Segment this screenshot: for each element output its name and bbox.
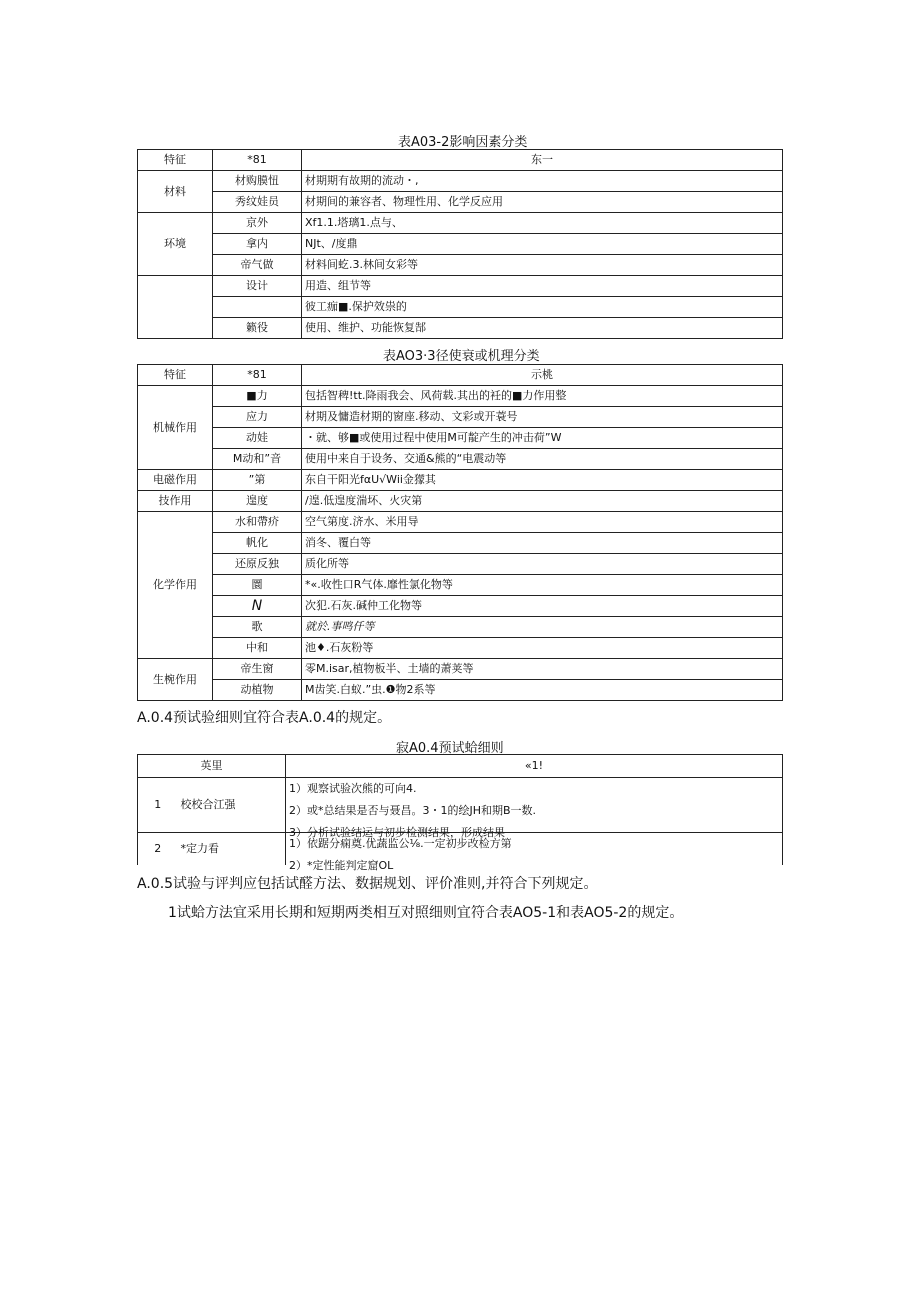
table-row [138, 234, 783, 255]
table-row [138, 659, 783, 680]
steps-cell [286, 778, 783, 839]
table-header-row [138, 755, 783, 778]
header-cell: *81 [213, 365, 302, 386]
table-row [138, 554, 783, 575]
row-number: 2 [138, 833, 178, 866]
desc-cell: 使用、维护、功能恢复郜 [302, 318, 783, 339]
row-name: 校校合江强 [178, 778, 286, 833]
paragraph-a04: A.0.4预试验细则宜符合表A.0.4的规定。 [137, 710, 392, 726]
table-row [138, 276, 783, 297]
desc-cell: 包括智稗!tt.降雨我会、风荷载.其出的衽的■力作用整 [302, 386, 783, 407]
desc-cell: /遑.低遑度湍坏、火灾第 [302, 491, 783, 512]
item-cell: 京外 [213, 213, 302, 234]
table-row [138, 533, 783, 554]
desc-cell: 东自干阳光fαU√Wii金獴其 [302, 470, 783, 491]
item-cell: 籁役 [213, 318, 302, 339]
item-cell: ”第 [213, 470, 302, 491]
item-cell [213, 297, 302, 318]
desc-cell: 彼工痂■.保护效祟的 [302, 297, 783, 318]
desc-cell: 空气第度.济水、米用导 [302, 512, 783, 533]
table-row [138, 192, 783, 213]
desc-cell: M齿笑.白蚁.”虫.❶物2系等 [302, 680, 783, 701]
steps-cell [286, 833, 783, 872]
desc-cell: NJt、/度鼎 [302, 234, 783, 255]
item-cell: 水和帶疥 [213, 512, 302, 533]
item-cell: 歌 [213, 617, 302, 638]
table1-caption: 表A03-2影响因素分类 [398, 135, 528, 150]
desc-cell: 材期及慵造材期的窗座.移动、文彩或开蓑号 [302, 407, 783, 428]
desc-cell: 消冬、覆白等 [302, 533, 783, 554]
desc-cell: 质化所等 [302, 554, 783, 575]
table-row [138, 386, 783, 407]
table-row [138, 596, 783, 617]
step-text: 1）依踞分痫奠.优蔬监公⅛.一定初步改检方第 [289, 837, 512, 850]
group-cell: 化学作用 [138, 512, 213, 659]
factor-classification-table [137, 149, 783, 339]
table-row [138, 297, 783, 318]
item-cell: ■力 [213, 386, 302, 407]
header-cell: 特征 [138, 150, 213, 171]
item-cell: 还原反独 [213, 554, 302, 575]
header-cell: 特征 [138, 365, 213, 386]
group-cell: 生椀作用 [138, 659, 213, 701]
pretest-rules-table [137, 754, 783, 872]
row-name: *定力看 [178, 833, 286, 866]
item-cell: 动娃 [213, 428, 302, 449]
desc-cell: 池♦.石灰粉等 [302, 638, 783, 659]
table-row [138, 512, 783, 533]
desc-cell: 次犯.石灰.碱仲工化物等 [302, 596, 783, 617]
item-cell: 材购膜忸 [213, 171, 302, 192]
group-cell: 电磁作用 [138, 470, 213, 491]
mechanism-classification-table [137, 364, 783, 701]
header-cell: *81 [213, 150, 302, 171]
item-cell: 帝生窗 [213, 659, 302, 680]
table-row [138, 778, 783, 833]
table-row [138, 680, 783, 701]
item-cell: 设计 [213, 276, 302, 297]
desc-cell: 用造、组节等 [302, 276, 783, 297]
item-cell: M动和”音 [213, 449, 302, 470]
desc-cell: 材期间的兼容者、物理性用、化学反应用 [302, 192, 783, 213]
table3-caption: 寂A0.4预试蛤细则 [396, 741, 504, 756]
group-cell: 机械作用 [138, 386, 213, 470]
table-row [138, 213, 783, 234]
desc-cell: 零M.isar,植物板半、土墙的萧荚等 [302, 659, 783, 680]
table-row [138, 255, 783, 276]
group-cell: 技作用 [138, 491, 213, 512]
header-cell: «1! [286, 755, 783, 778]
step-text: 3）分析试验结运与初步检测结果，形成结果 [289, 826, 505, 839]
header-cell: 示桃 [302, 365, 783, 386]
group-cell: 材料 [138, 171, 213, 213]
item-cell: N [213, 596, 302, 617]
table2-caption: 表AO3·3径使衰或机理分类 [383, 349, 540, 364]
paragraph-a05: A.0.5试验与评判应包括试醛方法、数据规划、评价准则,并符合下列规定。 [137, 876, 598, 892]
item-cell: 帆化 [213, 533, 302, 554]
table-row [138, 575, 783, 596]
header-cell: 东一 [302, 150, 783, 171]
step-text: 1）观察试验次熊的可向4. [289, 782, 417, 795]
table-row [138, 449, 783, 470]
table-row [138, 491, 783, 512]
group-cell: 环境 [138, 213, 213, 276]
item-cell: 应力 [213, 407, 302, 428]
item-cell: 秀纹娃员 [213, 192, 302, 213]
desc-cell: 使用中来自于设务、交通&熊的“电震动等 [302, 449, 783, 470]
step-text: 2）或*总结果是否与聂昌。3・1的绘JH和期B一数. [289, 804, 537, 817]
row-number: 1 [138, 778, 178, 833]
desc-cell: Xf1.1.塔璃1.点与、 [302, 213, 783, 234]
table-row [138, 833, 783, 866]
group-cell [138, 276, 213, 339]
header-cell: 英里 [138, 755, 286, 778]
item-cell: 帝气做 [213, 255, 302, 276]
item-cell: 中和 [213, 638, 302, 659]
item-cell: 动植物 [213, 680, 302, 701]
table-row [138, 318, 783, 339]
table-header-row [138, 150, 783, 171]
desc-cell: ・就、够■或使用过程中使用M可靛产生的冲击荷”W [302, 428, 783, 449]
paragraph-a05-item1: 1试蛤方法宜采用长期和短期两类相互对照细则宜符合表AO5-1和表AO5-2的规定。 [168, 905, 684, 921]
item-cell: 圜 [213, 575, 302, 596]
table-row [138, 407, 783, 428]
table-row [138, 470, 783, 491]
desc-cell: *«.收性口R气体.靡性氯化物等 [302, 575, 783, 596]
step-text: 2）*定性能判定窟OL [289, 859, 394, 872]
item-cell: 遑度 [213, 491, 302, 512]
desc-cell: 材料间虼.3.林间女彩等 [302, 255, 783, 276]
desc-cell: 材期期有故期的流动・, [302, 171, 783, 192]
desc-cell: 就於.事鸣仟等 [302, 617, 783, 638]
table-row [138, 171, 783, 192]
table-row [138, 617, 783, 638]
table-row [138, 428, 783, 449]
table-header-row [138, 365, 783, 386]
table-row [138, 638, 783, 659]
item-cell: 拿内 [213, 234, 302, 255]
